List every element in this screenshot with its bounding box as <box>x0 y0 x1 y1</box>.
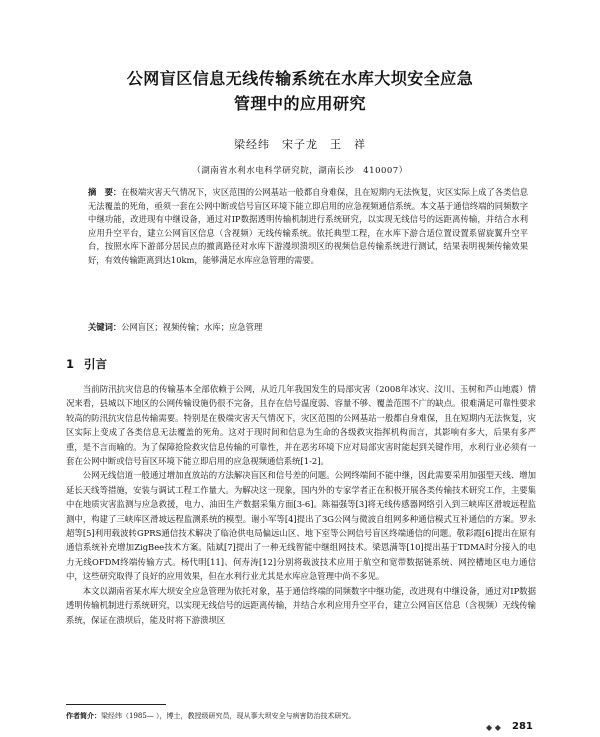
section-title: 引言 <box>84 357 108 371</box>
abstract <box>88 186 528 268</box>
title-line-1: 公网盲区信息无线传输系统在水库大坝安全应急 <box>126 69 474 88</box>
author-list: 梁经纬 宋子龙 王 祥 <box>234 138 366 151</box>
paper-title <box>40 66 560 116</box>
abstract-text: 在极端灾害天气情况下，灾区范围的公网基站一般都自身难保，且在短期内无法恢复，灾区实际上成了各类信息无法覆盖的死角，亟须一套在公网中断或信号盲区环境下能立即启用的应急视频通信系统。本文基于通信终端的同频数字中继功能，改进现有中继设备，通过对IP数据透明传输机制进行系统研究，以实现无线信号的远距离传输，并结合水利应用升空平台，建立公网盲区信息（含视频）无线传输系统。依托典型工程，在水库下游合适位置设置系留旋翼升空平台，按照水库下游部分居民点的撤离路径对水库下游漫坝溃坝区的视频信息传输系统进行测试，结果表明视频传输效果好，有效传输距离到达10km，能够满足水库应急管理的需要。 <box>88 187 528 265</box>
footnote-divider <box>66 704 166 705</box>
footnote <box>66 711 536 721</box>
footnote-text: 梁经纬（1985— ），博士，教授级研究员，现从事大坝安全与病害防治技术研究。 <box>101 712 356 720</box>
page-number: 281 <box>512 721 533 732</box>
keywords-label: 关键词： <box>88 322 122 332</box>
keywords-text: 公网盲区；视频传输；水库；应急管理 <box>121 322 263 332</box>
affiliation: （湖南省水利水电科学研究院，湖南长沙 410007） <box>192 166 408 176</box>
title-line-2: 管理中的应用研究 <box>233 94 366 113</box>
section-number: 1 <box>66 357 75 371</box>
body-text <box>66 382 536 627</box>
footnote-label: 作者简介： <box>66 712 101 720</box>
paragraph-1: 当前防汛抗灾信息的传输基本全部依赖于公网，从近几年我国发生的局部灾害（2008年冰灾、汶川、玉树和芦山地震）情况来看，县城以下地区的公网传输设施仍很不完备，且存在信号温度弱、容量不够、覆盖范围不广的缺点。很难满足可靠性要求较高的防汛抗灾信息传输需要。特别是在极端灾害天气情况下，灾区范围的公网基站一般都自身难保，且在短期内无法恢复，灾区实际上变成了各类信息无法覆盖的死角。这对于现时间和信息为生命的各级救灾指挥机构而言，其影响有多大，后果有多严重，是不言而喻的。为了保障抢险救灾信息传输的可靠性，并在恶劣环境下应对局部灾害时能起到关键作用，水利行业必须有一套在公网中断或信号盲区环境下能立即启用的应急视频通信系统[1-2]。 <box>66 384 536 467</box>
paragraph-2: 公网无线信道一般通过增加直放站的方法解决盲区和信号差的问题。公网终端间不能中继，因此需要采用加强型天线、增加延长天线等措施，安装与调试工程工作量大。为解决这一现象，国内外的专家学者正在积极开展各类传输技术研究工作，主要集中在地质灾害监测与应急救援，电力、油田生产数据采集方面[3-6]。陈福强等[3]将无线传感器网络引入到三峡库区滑坡远程监测中，构建了三峡库区滑坡远程监测系统的模型。谢小军等[4]提出了3G公网与微波自组网多种通信模式互补通信的方案。罗永超等[5]利用载波转GPRS通信技术解决了临沧供电局偏远山区、地下室等公网信号盲区终端通信的问题。敬彩霞[6]提出在原有通信系统补充增加ZigBee技术方案。陆斌[7]提出了一种无线智能中继组网技术。梁恩满等[10]提出基于TDMA时分接入的电力无线OFDM终端传输方式。杨代明[11]、何寿涛[12]分别将载波技术应用于航空和宽带数据链系统、网控槽地区电力通信中，这些研究取得了良好的应用效果，但在水利行业尤其是水库应急管理中尚不多见。 <box>66 470 536 582</box>
paragraph-3: 本文以湖南省某水库大坝安全应急管理为依托对象，基于通信终端的同频数字中继功能，改进现有中继设备，通过对IP数据透明传输机制进行系统研究，以实现无线信号的远距离传输，并结合水利应用升空平台，建立公网盲区信息（含视频）无线传输系统，保证在溃坝后，能及时将下游溃坝区 <box>66 585 536 625</box>
section-heading-introduction <box>66 356 107 372</box>
abstract-label: 摘 要： <box>88 187 122 197</box>
page-marks: ◆ ◆ <box>486 723 501 732</box>
keywords <box>88 321 528 334</box>
